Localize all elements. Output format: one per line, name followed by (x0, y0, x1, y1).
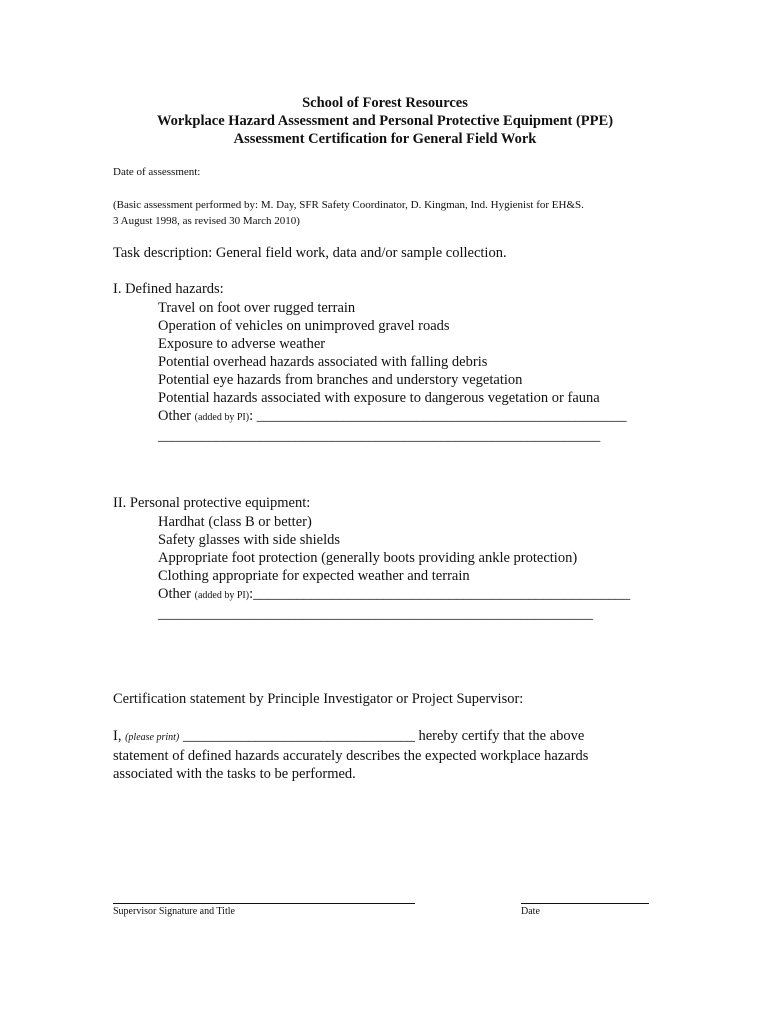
supervisor-signature-label: Supervisor Signature and Title (113, 906, 235, 917)
basic-assessment-line-2: 3 August 1998, as revised 30 March 2010) (113, 215, 300, 227)
other-blank: : ___________________________________________________ (249, 408, 627, 424)
certification-prefix: I, (113, 728, 122, 744)
title-line-2: Workplace Hazard Assessment and Personal Protective Equipment (PPE) (156, 113, 614, 129)
added-by-pi-note: (added by PI) (194, 590, 250, 601)
list-item: Potential overhead hazards associated with falling debris (158, 354, 488, 370)
date-label: Date (521, 906, 540, 917)
list-item: Appropriate foot protection (generally boots providing ankle protection) (158, 550, 578, 566)
hazards-list (158, 299, 626, 445)
list-item: Potential hazards associated with exposure to dangerous vegetation or fauna (158, 390, 600, 406)
ppe-other-field[interactable] (158, 585, 630, 605)
basic-assessment-note (113, 197, 584, 229)
date-of-assessment: Date of assessment: (113, 166, 201, 178)
certification-statement (113, 727, 588, 783)
hazards-heading: I. Defined hazards: (113, 281, 224, 297)
other-label: Other (158, 586, 192, 602)
certification-line-3: associated with the tasks to be performed. (113, 766, 356, 782)
list-item: Clothing appropriate for expected weather and terrain (158, 568, 470, 584)
ppe-heading: II. Personal protective equipment: (113, 495, 311, 511)
title-line-3: Assessment Certification for General Field Work (233, 131, 537, 147)
task-description: Task description: General field work, data and/or sample collection. (113, 245, 507, 261)
certification-heading: Certification statement by Principle Investigator or Project Supervisor: (113, 691, 524, 707)
title-line-1: School of Forest Resources (302, 95, 468, 111)
please-print-note: (please print) (125, 732, 180, 743)
other-blank: :____________________________________________________ (249, 586, 631, 602)
list-item: Travel on foot over rugged terrain (158, 300, 356, 316)
document-title (0, 94, 770, 148)
ppe-blank-line[interactable]: ____________________________________________________________ (158, 606, 593, 622)
basic-assessment-line-1: (Basic assessment performed by: M. Day, SFR Safety Coordinator, D. Kingman, Ind. Hygienist for EH&S. (113, 199, 584, 211)
other-label: Other (158, 408, 192, 424)
added-by-pi-note: (added by PI) (194, 412, 250, 423)
list-item: Potential eye hazards from branches and understory vegetation (158, 372, 523, 388)
list-item: Exposure to adverse weather (158, 336, 326, 352)
date-signature-line[interactable] (521, 903, 649, 904)
list-item: Safety glasses with side shields (158, 532, 341, 548)
list-item: Operation of vehicles on unimproved gravel roads (158, 318, 450, 334)
hazards-other-field[interactable] (158, 407, 626, 427)
ppe-list (158, 513, 630, 623)
certification-line-2: statement of defined hazards accurately describes the expected workplace hazards (113, 748, 589, 764)
hazards-blank-line[interactable]: _____________________________________________________________ (158, 428, 601, 444)
certification-line-1 (113, 727, 588, 747)
list-item: Hardhat (class B or better) (158, 514, 312, 530)
name-blank[interactable]: ________________________________ (182, 728, 415, 744)
supervisor-signature-line[interactable] (113, 903, 415, 904)
certification-line-1-rest: hereby certify that the above (418, 728, 585, 744)
